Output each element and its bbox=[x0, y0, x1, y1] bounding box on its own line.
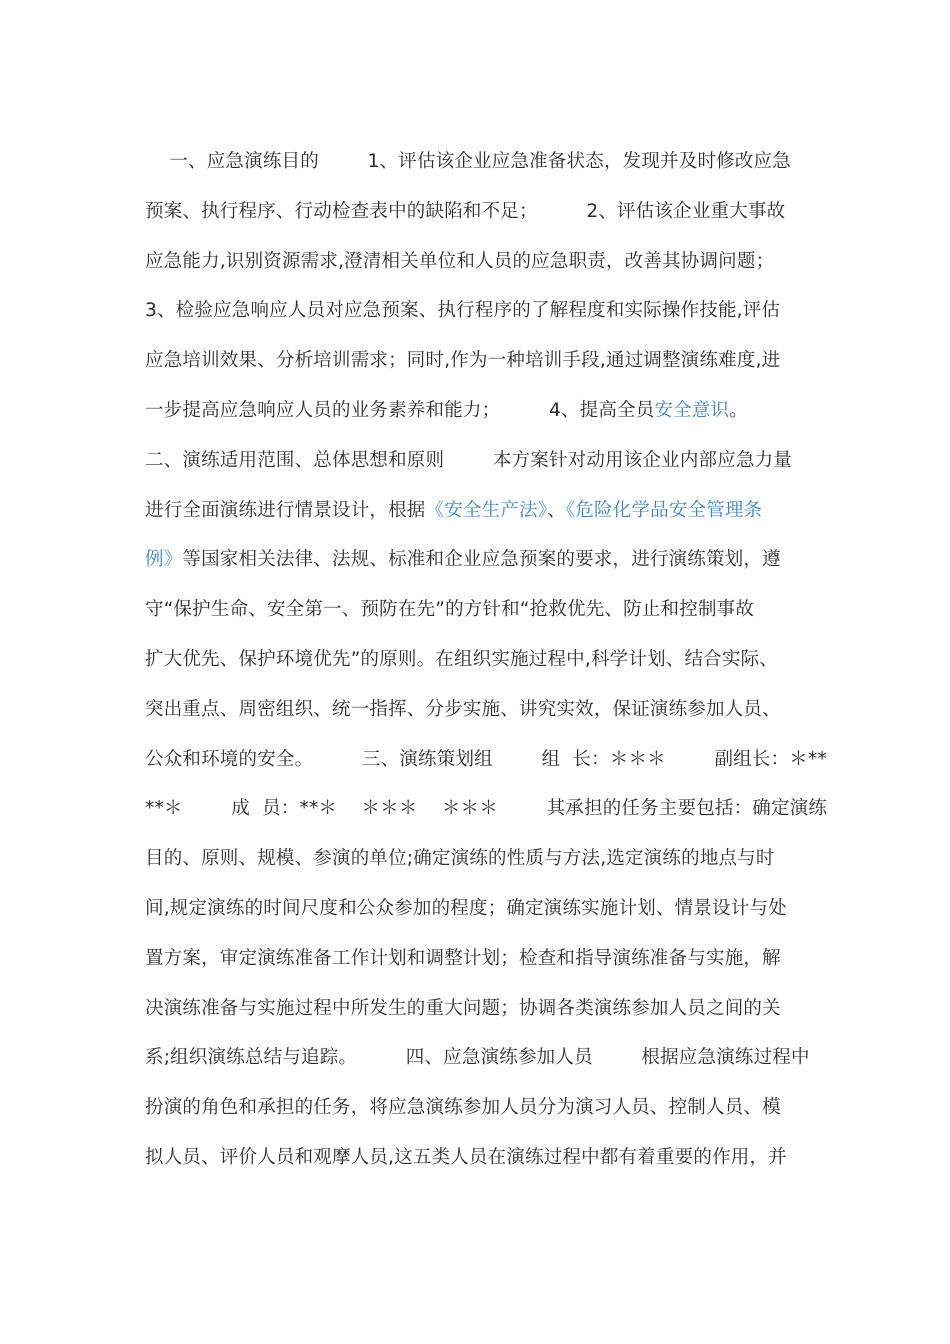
text-line bbox=[145, 685, 781, 735]
text-run: 。 bbox=[729, 400, 748, 421]
text-line bbox=[145, 336, 780, 386]
text-line bbox=[145, 137, 791, 187]
inline-link[interactable]: 《安全生产法》 bbox=[425, 499, 548, 521]
text-line bbox=[145, 1033, 810, 1083]
text-line bbox=[145, 884, 787, 934]
text-line bbox=[145, 735, 827, 785]
text-line bbox=[145, 934, 781, 984]
text-run: 拟人员、评价人员和观摩人员,这五类人员在演练过程中都有着重要的作用，并 bbox=[145, 1147, 787, 1168]
text-run: 、 bbox=[547, 499, 566, 521]
text-run: 扮演的角色和承担的任务，将应急演练参加人员分为演习人员、控制人员、模 bbox=[145, 1097, 781, 1119]
text-line bbox=[145, 535, 781, 585]
text-line bbox=[145, 1133, 787, 1183]
text-run: 置方案，审定演练准备工作计划和调整计划；检查和指导演练准备与实施，解 bbox=[145, 947, 781, 969]
text-line bbox=[145, 834, 775, 884]
text-run: 决演练准备与实施过程中所发生的重大问题；协调各类演练参加人员之间的关 bbox=[145, 997, 781, 1019]
inline-link[interactable]: 《危险化学品安全管理条 bbox=[565, 499, 763, 521]
text-run: 等国家相关法律、法规、标准和企业应急预案的要求，进行演练策划，遵 bbox=[182, 549, 781, 571]
text-run: 应急培训效果、分析培训需求；同时,作为一种培训手段,通过调整演练难度,进 bbox=[145, 350, 781, 372]
text-run: 系;组织演练总结与追踪。 四、应急演练参加人员 根据应急演练过程中 bbox=[145, 1047, 810, 1069]
text-line bbox=[145, 286, 780, 336]
text-run: 突出重点、周密组织、统一指挥、分步实施、讲究实效，保证演练参加人员、 bbox=[145, 698, 781, 720]
text-line bbox=[145, 237, 774, 287]
text-line bbox=[145, 436, 792, 486]
text-run: 目的、原则、规模、参演的单位;确定演练的性质与方法,选定演练的地点与时 bbox=[145, 848, 775, 870]
text-line bbox=[145, 635, 778, 685]
inline-link[interactable]: 安全意识 bbox=[654, 400, 730, 421]
text-run: 守“保护生命、安全第一、预防在先”的方针和“抢救优先、防止和控制事故 bbox=[145, 599, 755, 621]
text-line bbox=[145, 784, 827, 834]
text-run: 进行全面演练进行情景设计，根据 bbox=[145, 499, 426, 521]
text-line bbox=[145, 984, 781, 1034]
text-run: 扩大优先、保护环境优先”的原则。在组织实施过程中,科学计划、结合实际、 bbox=[145, 649, 778, 670]
text-run: 间,规定演练的时间尺度和公众参加的程度；确定演练实施计划、情景设计与处 bbox=[145, 898, 787, 919]
text-run: 一步提高应急响应人员的业务素养和能力； 4、提高全员 bbox=[145, 400, 655, 421]
text-line bbox=[145, 486, 762, 536]
text-run: 一、应急演练目的 1、评估该企业应急准备状态，发现并及时修改应急 bbox=[145, 151, 791, 172]
text-run: 公众和环境的安全。 三、演练策划组 组 长：＊＊＊ 副组长：＊** bbox=[145, 748, 827, 770]
text-run: **＊ 成 员：**＊ ＊＊＊ ＊＊＊ 其承担的任务主要包括：确定演练 bbox=[145, 798, 828, 820]
text-line bbox=[145, 386, 748, 436]
text-line bbox=[145, 585, 754, 635]
inline-link[interactable]: 例》 bbox=[145, 549, 183, 571]
text-run: 预案、执行程序、行动检查表中的缺陷和不足； 2、评估该企业重大事故 bbox=[145, 200, 786, 222]
text-line bbox=[145, 1083, 781, 1133]
text-run: 3、检验应急响应人员对应急预案、执行程序的了解程度和实际操作技能,评估 bbox=[145, 300, 781, 322]
text-line bbox=[145, 187, 785, 237]
text-run: 应急能力,识别资源需求,澄清相关单位和人员的应急职责，改善其协调问题； bbox=[145, 250, 775, 272]
text-run: 二、演练适用范围、总体思想和原则 本方案针对动用该企业内部应急力量 bbox=[145, 449, 793, 471]
